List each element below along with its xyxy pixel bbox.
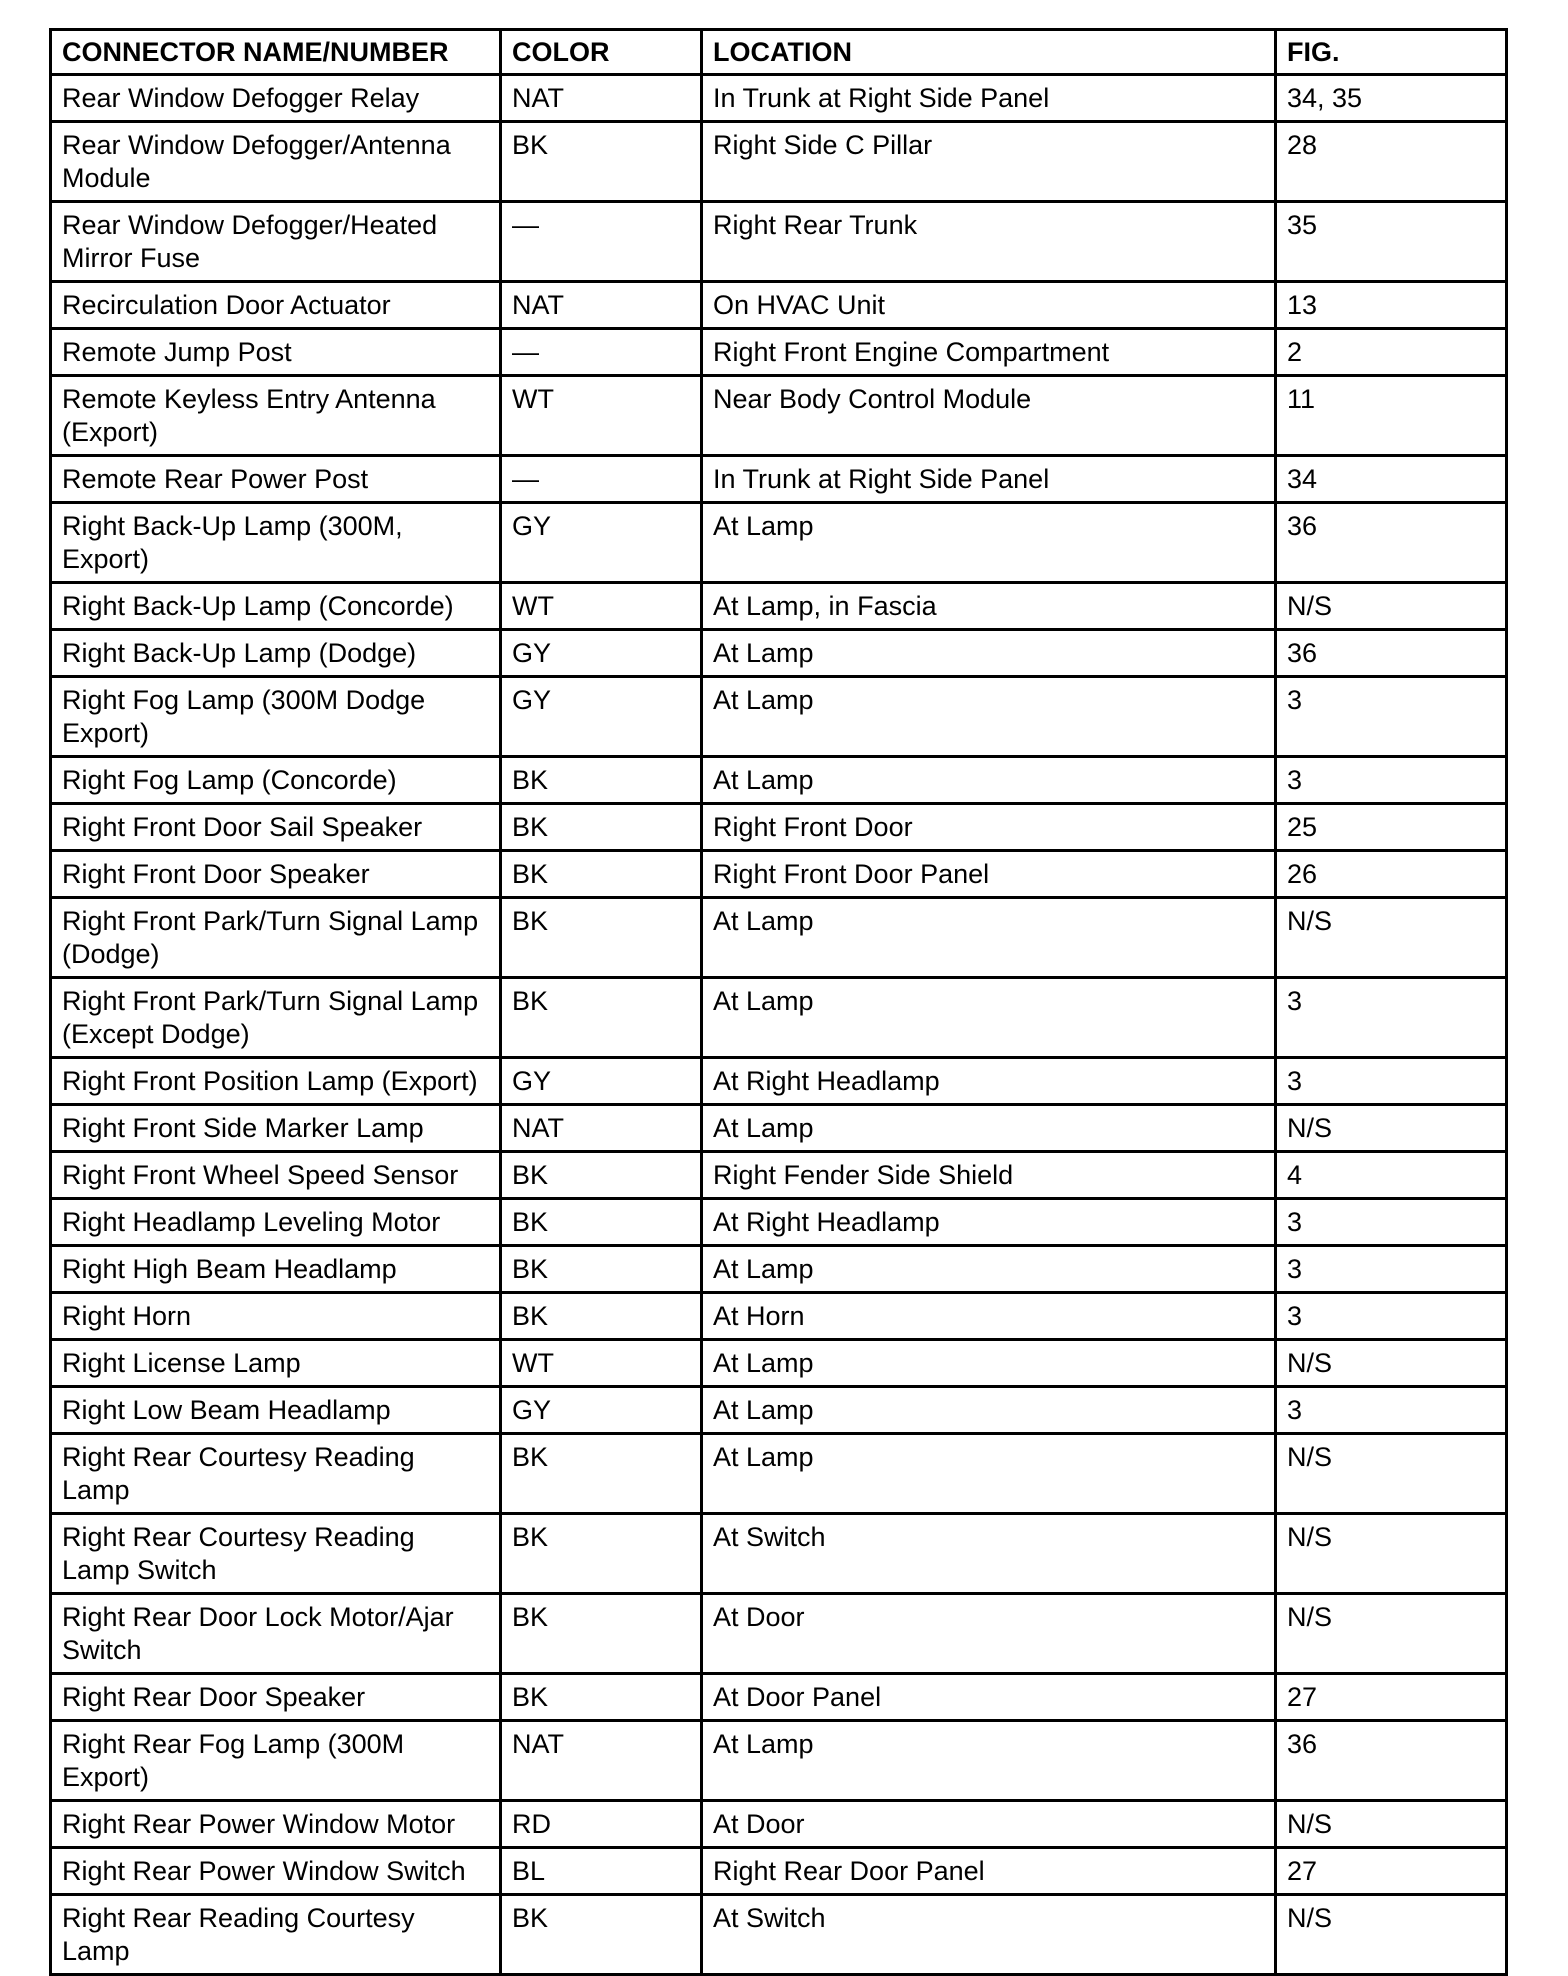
table-row: [51, 1801, 1507, 1848]
cell-fig: 2: [1276, 329, 1507, 376]
cell-connector-name: Right Front Park/Turn Signal Lamp (Dodge): [51, 898, 501, 978]
cell-connector-name: Right Rear Courtesy Reading Lamp: [51, 1434, 501, 1514]
cell-fig: 25: [1276, 804, 1507, 851]
cell-location: At Lamp, in Fascia: [702, 583, 1276, 630]
cell-connector-name: Right Front Door Speaker: [51, 851, 501, 898]
cell-fig: 36: [1276, 630, 1507, 677]
cell-location: Right Rear Door Panel: [702, 1848, 1276, 1895]
cell-connector-name: Remote Rear Power Post: [51, 456, 501, 503]
table-row: [51, 1293, 1507, 1340]
table-row: [51, 804, 1507, 851]
cell-fig: 11: [1276, 376, 1507, 456]
table-row: [51, 757, 1507, 804]
cell-fig: N/S: [1276, 1340, 1507, 1387]
cell-fig: N/S: [1276, 1105, 1507, 1152]
cell-location: Near Body Control Module: [702, 376, 1276, 456]
table-row: [51, 1434, 1507, 1514]
cell-connector-name: Right Back-Up Lamp (Dodge): [51, 630, 501, 677]
cell-fig: N/S: [1276, 1895, 1507, 1975]
table-row: [51, 630, 1507, 677]
cell-color: BK: [501, 1246, 702, 1293]
cell-connector-name: Right Fog Lamp (Concorde): [51, 757, 501, 804]
table-row: [51, 677, 1507, 757]
table-row: [51, 1594, 1507, 1674]
header-color: COLOR: [501, 30, 702, 75]
cell-color: BK: [501, 1895, 702, 1975]
cell-fig: N/S: [1276, 583, 1507, 630]
cell-location: In Trunk at Right Side Panel: [702, 75, 1276, 122]
cell-color: BK: [501, 898, 702, 978]
cell-color: GY: [501, 1058, 702, 1105]
cell-color: NAT: [501, 282, 702, 329]
table-row: [51, 1246, 1507, 1293]
cell-fig: N/S: [1276, 1801, 1507, 1848]
cell-location: Right Side C Pillar: [702, 122, 1276, 202]
header-fig: FIG.: [1276, 30, 1507, 75]
cell-location: At Lamp: [702, 898, 1276, 978]
cell-color: BK: [501, 851, 702, 898]
cell-color: BK: [501, 978, 702, 1058]
cell-location: At Door: [702, 1594, 1276, 1674]
cell-connector-name: Rear Window Defogger Relay: [51, 75, 501, 122]
cell-color: —: [501, 202, 702, 282]
cell-fig: 3: [1276, 677, 1507, 757]
table-body: [51, 75, 1507, 1975]
cell-connector-name: Right Front Park/Turn Signal Lamp (Except Dodge): [51, 978, 501, 1058]
cell-fig: N/S: [1276, 1434, 1507, 1514]
table-row: [51, 1674, 1507, 1721]
cell-color: BK: [501, 804, 702, 851]
cell-location: At Right Headlamp: [702, 1199, 1276, 1246]
cell-fig: 3: [1276, 1293, 1507, 1340]
cell-fig: 3: [1276, 757, 1507, 804]
cell-connector-name: Right Fog Lamp (300M Dodge Export): [51, 677, 501, 757]
cell-connector-name: Right Rear Fog Lamp (300M Export): [51, 1721, 501, 1801]
cell-fig: 35: [1276, 202, 1507, 282]
cell-connector-name: Right High Beam Headlamp: [51, 1246, 501, 1293]
cell-fig: 26: [1276, 851, 1507, 898]
table-row: [51, 456, 1507, 503]
cell-location: At Lamp: [702, 1340, 1276, 1387]
cell-fig: 3: [1276, 1246, 1507, 1293]
cell-connector-name: Recirculation Door Actuator: [51, 282, 501, 329]
cell-connector-name: Right Rear Reading Courtesy Lamp: [51, 1895, 501, 1975]
table-row: [51, 122, 1507, 202]
cell-color: WT: [501, 583, 702, 630]
cell-fig: 3: [1276, 1199, 1507, 1246]
cell-connector-name: Right Front Side Marker Lamp: [51, 1105, 501, 1152]
table-row: [51, 282, 1507, 329]
cell-color: GY: [501, 1387, 702, 1434]
cell-connector-name: Right Rear Power Window Switch: [51, 1848, 501, 1895]
cell-location: At Lamp: [702, 1246, 1276, 1293]
cell-connector-name: Remote Jump Post: [51, 329, 501, 376]
cell-color: GY: [501, 630, 702, 677]
cell-fig: 13: [1276, 282, 1507, 329]
cell-location: On HVAC Unit: [702, 282, 1276, 329]
cell-fig: 36: [1276, 1721, 1507, 1801]
table-row: [51, 376, 1507, 456]
header-connector-name: CONNECTOR NAME/NUMBER: [51, 30, 501, 75]
cell-color: —: [501, 329, 702, 376]
table-row: [51, 1105, 1507, 1152]
cell-color: WT: [501, 376, 702, 456]
cell-connector-name: Right License Lamp: [51, 1340, 501, 1387]
cell-connector-name: Right Rear Door Lock Motor/Ajar Switch: [51, 1594, 501, 1674]
cell-location: Right Fender Side Shield: [702, 1152, 1276, 1199]
cell-location: Right Front Door Panel: [702, 851, 1276, 898]
cell-fig: N/S: [1276, 898, 1507, 978]
table-row: [51, 1340, 1507, 1387]
table-row: [51, 851, 1507, 898]
cell-color: GY: [501, 677, 702, 757]
cell-location: At Right Headlamp: [702, 1058, 1276, 1105]
table-row: [51, 978, 1507, 1058]
connector-table: [49, 28, 1508, 1976]
cell-location: Right Rear Trunk: [702, 202, 1276, 282]
table-row: [51, 1848, 1507, 1895]
cell-color: BK: [501, 1152, 702, 1199]
table-row: [51, 1514, 1507, 1594]
cell-connector-name: Right Low Beam Headlamp: [51, 1387, 501, 1434]
table-row: [51, 329, 1507, 376]
cell-color: WT: [501, 1340, 702, 1387]
table-row: [51, 75, 1507, 122]
cell-location: At Switch: [702, 1514, 1276, 1594]
cell-color: NAT: [501, 1105, 702, 1152]
cell-color: BK: [501, 1199, 702, 1246]
table-row: [51, 1387, 1507, 1434]
cell-connector-name: Right Back-Up Lamp (Concorde): [51, 583, 501, 630]
cell-color: GY: [501, 503, 702, 583]
cell-color: NAT: [501, 75, 702, 122]
table-row: [51, 202, 1507, 282]
cell-fig: N/S: [1276, 1594, 1507, 1674]
cell-fig: 34: [1276, 456, 1507, 503]
cell-location: At Lamp: [702, 757, 1276, 804]
cell-color: RD: [501, 1801, 702, 1848]
cell-color: BK: [501, 1594, 702, 1674]
cell-connector-name: Right Front Door Sail Speaker: [51, 804, 501, 851]
cell-color: BL: [501, 1848, 702, 1895]
cell-location: At Lamp: [702, 1387, 1276, 1434]
cell-location: At Lamp: [702, 630, 1276, 677]
cell-location: In Trunk at Right Side Panel: [702, 456, 1276, 503]
cell-fig: 3: [1276, 1387, 1507, 1434]
cell-color: BK: [501, 1434, 702, 1514]
cell-connector-name: Right Back-Up Lamp (300M, Export): [51, 503, 501, 583]
cell-location: At Door: [702, 1801, 1276, 1848]
cell-connector-name: Right Headlamp Leveling Motor: [51, 1199, 501, 1246]
cell-connector-name: Right Rear Door Speaker: [51, 1674, 501, 1721]
cell-fig: 3: [1276, 1058, 1507, 1105]
cell-fig: 4: [1276, 1152, 1507, 1199]
cell-location: At Lamp: [702, 1105, 1276, 1152]
cell-fig: 36: [1276, 503, 1507, 583]
cell-connector-name: Right Rear Courtesy Reading Lamp Switch: [51, 1514, 501, 1594]
cell-color: BK: [501, 1293, 702, 1340]
cell-location: At Switch: [702, 1895, 1276, 1975]
cell-location: At Horn: [702, 1293, 1276, 1340]
cell-fig: 3: [1276, 978, 1507, 1058]
cell-connector-name: Right Rear Power Window Motor: [51, 1801, 501, 1848]
cell-fig: 34, 35: [1276, 75, 1507, 122]
cell-fig: 27: [1276, 1848, 1507, 1895]
cell-location: Right Front Engine Compartment: [702, 329, 1276, 376]
cell-color: BK: [501, 1514, 702, 1594]
cell-color: BK: [501, 757, 702, 804]
cell-connector-name: Rear Window Defogger/Antenna Module: [51, 122, 501, 202]
cell-connector-name: Right Horn: [51, 1293, 501, 1340]
cell-location: At Lamp: [702, 1721, 1276, 1801]
cell-connector-name: Rear Window Defogger/Heated Mirror Fuse: [51, 202, 501, 282]
cell-location: At Lamp: [702, 677, 1276, 757]
table-row: [51, 503, 1507, 583]
cell-location: At Lamp: [702, 978, 1276, 1058]
cell-color: —: [501, 456, 702, 503]
table-row: [51, 1199, 1507, 1246]
cell-fig: N/S: [1276, 1514, 1507, 1594]
table-row: [51, 1058, 1507, 1105]
cell-color: NAT: [501, 1721, 702, 1801]
table-row: [51, 1721, 1507, 1801]
cell-connector-name: Right Front Wheel Speed Sensor: [51, 1152, 501, 1199]
cell-location: At Lamp: [702, 503, 1276, 583]
table-row: [51, 1895, 1507, 1975]
cell-connector-name: Remote Keyless Entry Antenna (Export): [51, 376, 501, 456]
cell-connector-name: Right Front Position Lamp (Export): [51, 1058, 501, 1105]
cell-color: BK: [501, 122, 702, 202]
table-row: [51, 898, 1507, 978]
cell-fig: 28: [1276, 122, 1507, 202]
cell-location: At Door Panel: [702, 1674, 1276, 1721]
header-row: [51, 30, 1507, 75]
table-row: [51, 583, 1507, 630]
cell-color: BK: [501, 1674, 702, 1721]
table-row: [51, 1152, 1507, 1199]
cell-location: Right Front Door: [702, 804, 1276, 851]
header-location: LOCATION: [702, 30, 1276, 75]
cell-location: At Lamp: [702, 1434, 1276, 1514]
cell-fig: 27: [1276, 1674, 1507, 1721]
